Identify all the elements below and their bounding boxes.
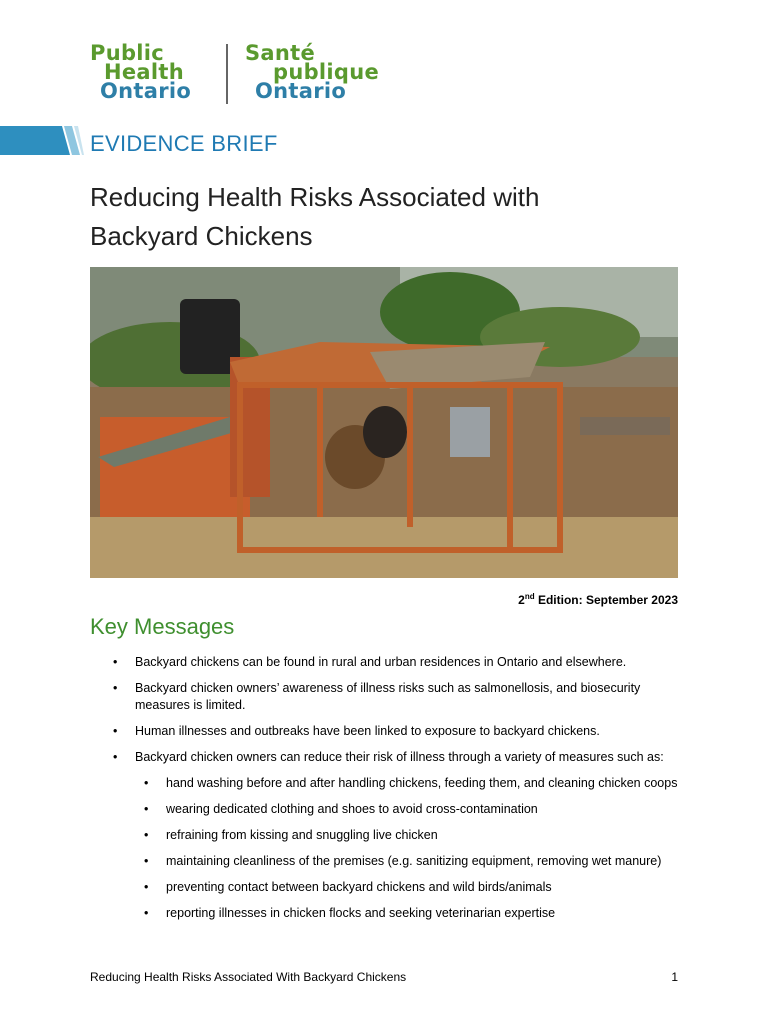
key-message-item: • Human illnesses and outbreaks have been linked to exposure to backyard chickens. xyxy=(90,723,690,740)
banner-stripe xyxy=(0,126,84,155)
measure-item: • preventing contact between backyard chickens and wild birds/animals xyxy=(90,879,690,896)
logo-en-line3: Ontario xyxy=(100,79,192,103)
key-messages-heading: Key Messages xyxy=(90,614,235,639)
backyard-chicken-coop-photo xyxy=(90,267,678,578)
logo-english xyxy=(90,41,192,103)
edition-date xyxy=(518,592,678,607)
public-health-ontario-logo xyxy=(90,41,380,106)
key-message-item: • Backyard chicken owners’ awareness of illness risks such as salmonellosis, and biosecurity measures is limited. xyxy=(90,680,690,714)
edition-ordinal: 2 xyxy=(518,593,525,607)
measure-item: • hand washing before and after handling chickens, feeding them, and cleaning chicken coops xyxy=(90,775,690,792)
key-message-item: • Backyard chickens can be found in rural and urban residences in Ontario and elsewhere. xyxy=(90,654,690,671)
measure-item: • maintaining cleanliness of the premises (e.g. sanitizing equipment, removing wet manure) xyxy=(90,853,690,870)
document-type-label: EVIDENCE BRIEF xyxy=(90,131,278,156)
logo-en-line1: Public xyxy=(90,41,165,65)
page-title xyxy=(90,178,650,256)
key-message-item: • Backyard chicken owners can reduce their risk of illness through a variety of measures such as: xyxy=(90,749,690,766)
logo-fr-line2: publique xyxy=(273,60,380,84)
logo-french xyxy=(245,41,380,103)
edition-text: Edition: September 2023 xyxy=(534,593,678,607)
measure-item: • refraining from kissing and snuggling live chicken xyxy=(90,827,690,844)
logo-fr-line3: Ontario xyxy=(255,79,347,103)
page-number: 1 xyxy=(671,970,678,984)
key-messages-list xyxy=(90,654,690,931)
title-line-2: Backyard Chickens xyxy=(90,221,313,251)
footer-title: Reducing Health Risks Associated With Backyard Chickens xyxy=(90,970,407,984)
edition-ordinal-suffix: nd xyxy=(524,592,535,601)
measure-item: • reporting illnesses in chicken flocks and seeking veterinarian expertise xyxy=(90,905,690,922)
title-line-1: Reducing Health Risks Associated with xyxy=(90,182,540,212)
logo-divider xyxy=(226,44,228,104)
logo-en-line2: Health xyxy=(104,60,184,84)
measure-item: • wearing dedicated clothing and shoes to avoid cross-contamination xyxy=(90,801,690,818)
logo-fr-line1: Santé xyxy=(245,41,316,65)
